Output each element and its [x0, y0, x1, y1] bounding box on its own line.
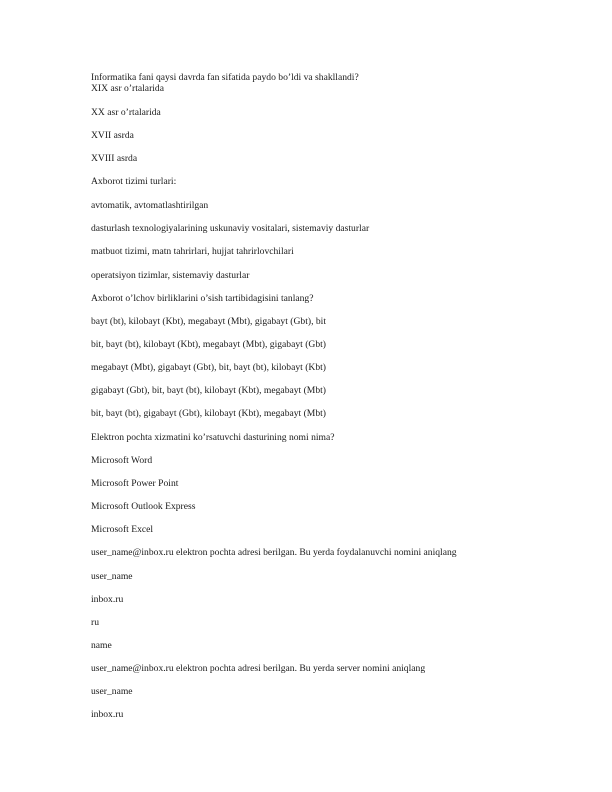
answer-line: megabayt (Mbt), gigabayt (Gbt), bit, bayt (bt), kilobayt (Kbt) — [91, 362, 326, 373]
question-line: Axborot o’lchov birliklarini o’sish tartibidagisini tanlang? — [91, 293, 314, 304]
answer-line: Microsoft Outlook Express — [91, 501, 196, 512]
answer-line: name — [91, 640, 112, 651]
answer-line: user_name — [91, 686, 133, 697]
answer-line: inbox.ru — [91, 594, 124, 605]
answer-line: ru — [91, 617, 99, 628]
answer-line: avtomatik, avtomatlashtirilgan — [91, 200, 209, 211]
answer-line: gigabayt (Gbt), bit, bayt (bt), kilobayt (Kbt), megabayt (Mbt) — [91, 385, 326, 396]
question-line: user_name@inbox.ru elektron pochta adresi berilgan. Bu yerda foydalanuvchi nomini aniqlang — [91, 547, 457, 558]
answer-line: bit, bayt (bt), kilobayt (Kbt), megabayt (Mbt), gigabayt (Gbt) — [91, 339, 326, 350]
answer-line: Microsoft Excel — [91, 524, 154, 535]
question-line: user_name@inbox.ru elektron pochta adresi berilgan. Bu yerda server nomini aniqlang — [91, 663, 426, 674]
answer-line: matbuot tizimi, matn tahrirlari, hujjat tahrirlovchilari — [91, 246, 294, 257]
question-line: Informatika fani qaysi davrda fan sifatida paydo bo’ldi va shakllandi? — [91, 72, 359, 83]
answer-line: dasturlash texnologiyalarining uskunaviy vositalari, sistemaviy dasturlar — [91, 223, 370, 234]
answer-line: XVIII asrda — [91, 153, 138, 164]
answer-line: Microsoft Word — [91, 455, 153, 466]
question-line: Axborot tizimi turlari: — [91, 176, 177, 187]
answer-line: XVII asrda — [91, 130, 134, 141]
question-line: Elektron pochta xizmatini ko’rsatuvchi dasturining nomi nima? — [91, 432, 335, 443]
answer-line: inbox.ru — [91, 709, 124, 720]
answer-line: operatsiyon tizimlar, sistemaviy dasturlar — [91, 270, 250, 281]
answer-line: XX asr o’rtalarida — [91, 107, 161, 118]
answer-line: bayt (bt), kilobayt (Kbt), megabayt (Mbt), gigabayt (Gbt), bit — [91, 316, 326, 327]
answer-line: Microsoft Power Point — [91, 478, 179, 489]
answer-line: XIX asr o’rtalarida — [91, 83, 164, 94]
answer-line: bit, bayt (bt), gigabayt (Gbt), kilobayt (Kbt), megabayt (Mbt) — [91, 408, 326, 419]
answer-line: user_name — [91, 571, 133, 582]
